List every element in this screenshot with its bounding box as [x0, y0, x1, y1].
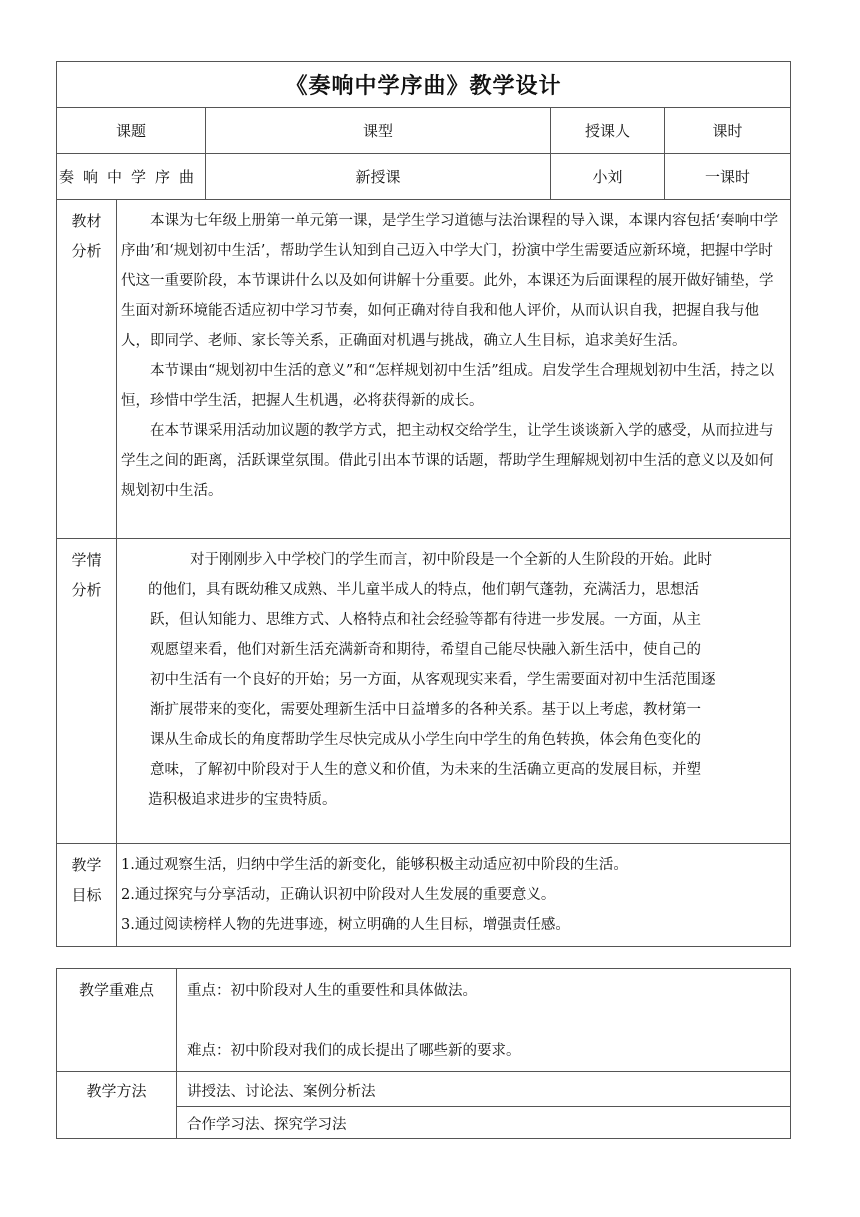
student-line: 课从生命成长的角度帮助学生尽快完成从小学生向中学生的角色转换，体会角色变化的	[150, 732, 701, 748]
student-line: 初中生活有一个良好的开始；另一方面，从客观现实来看，学生需要面对初中生活范围逐	[150, 672, 716, 688]
student-line: 意味，了解初中阶段对于人生的意义和价值，为未来的生活确立更高的发展目标，并塑	[150, 762, 701, 778]
student-line: 的他们，具有既幼稚又成熟、半儿童半成人的特点，他们朝气蓬勃，充满活力，思想活	[148, 582, 699, 598]
label-material-analysis: 教材 分析	[57, 200, 117, 539]
value-topic: 奏响中学序曲	[57, 154, 206, 200]
label-teaching-goals: 教学 目标	[57, 844, 117, 947]
key-difficult-points-text	[177, 969, 791, 1072]
student-line: 跃，但认知能力、思维方式、人格特点和社会经验等都有待进一步发展。一方面，从主	[150, 612, 701, 628]
student-line: 对于刚刚步入中学校门的学生而言，初中阶段是一个全新的人生阶段的开始。此时	[190, 552, 712, 568]
material-paragraph: 本节课由“规划初中生活的意义”和“怎样规划初中生活”组成。启发学生合理规划初中生活，持之以恒，珍惜中学生活，把握人生机遇，必将获得新的成长。	[121, 363, 775, 409]
difficult-point: 难点：初中阶段对我们的成长提出了哪些新的要求。	[187, 1043, 521, 1059]
label-teaching-methods: 教学方法	[57, 1072, 177, 1139]
goal-item: 1.通过观察生活，归纳中学生活的新变化，能够积极主动适应初中阶段的生活。	[121, 857, 628, 873]
goal-item: 3.通过阅读榜样人物的先进事迹，树立明确的人生目标，增强责任感。	[121, 917, 570, 933]
material-analysis-text	[117, 200, 791, 539]
key-point: 重点：初中阶段对人生的重要性和具体做法。	[187, 983, 477, 999]
student-analysis-text	[117, 539, 791, 844]
material-paragraph: 本课为七年级上册第一单元第一课，是学生学习道德与法治课程的导入课，本课内容包括‘奏响中学序曲’和‘规划初中生活’，帮助学生认知到自己迈入中学大门，扮演中学生需要适应新环境，把握中学时代这一重要阶段，本节课讲什么以及如何讲解十分重要。此外，本课还为后面课程的展开做好铺垫，学生面对新环境能否适应初中学习节奏，如何正确对待自我和他人评价，从而认识自我，把握自我与他人，即同学、老师、家长等关系，正确面对机遇与挑战，确立人生目标，追求美好生活。	[121, 213, 779, 349]
header-periods: 课时	[665, 108, 791, 154]
material-paragraph: 在本节课采用活动加议题的教学方式，把主动权交给学生，让学生谈谈新入学的感受，从而拉进与学生之间的距离，活跃课堂氛围。借此引出本节课的话题，帮助学生理解规划初中生活的意义以及如何规划初中生活。	[121, 423, 774, 499]
student-line: 渐扩展带来的变化，需要处理新生活中日益增多的各种关系。基于以上考虑，教材第一	[150, 702, 701, 718]
header-teacher: 授课人	[551, 108, 665, 154]
goal-item: 2.通过探究与分享活动，正确认识初中阶段对人生发展的重要意义。	[121, 887, 556, 903]
header-topic: 课题	[57, 108, 206, 154]
teaching-goals-text	[117, 844, 791, 947]
value-periods: 一课时	[665, 154, 791, 200]
teaching-methods-line-2: 合作学习法、探究学习法	[177, 1107, 791, 1139]
label-key-difficult-points: 教学重难点	[57, 969, 177, 1072]
student-line: 造积极追求进步的宝贵特质。	[148, 792, 337, 808]
value-type: 新授课	[206, 154, 551, 200]
teaching-key-methods-table	[56, 968, 791, 1139]
student-line: 观愿望来看，他们对新生活充满新奇和期待，希望自己能尽快融入新生活中，使自己的	[150, 642, 701, 658]
label-student-analysis: 学情 分析	[57, 539, 117, 844]
lesson-design-table	[56, 61, 791, 947]
header-type: 课型	[206, 108, 551, 154]
document-title: 《奏响中学序曲》教学设计	[57, 62, 791, 108]
teaching-methods-line-1: 讲授法、讨论法、案例分析法	[177, 1072, 791, 1107]
value-teacher: 小刘	[551, 154, 665, 200]
